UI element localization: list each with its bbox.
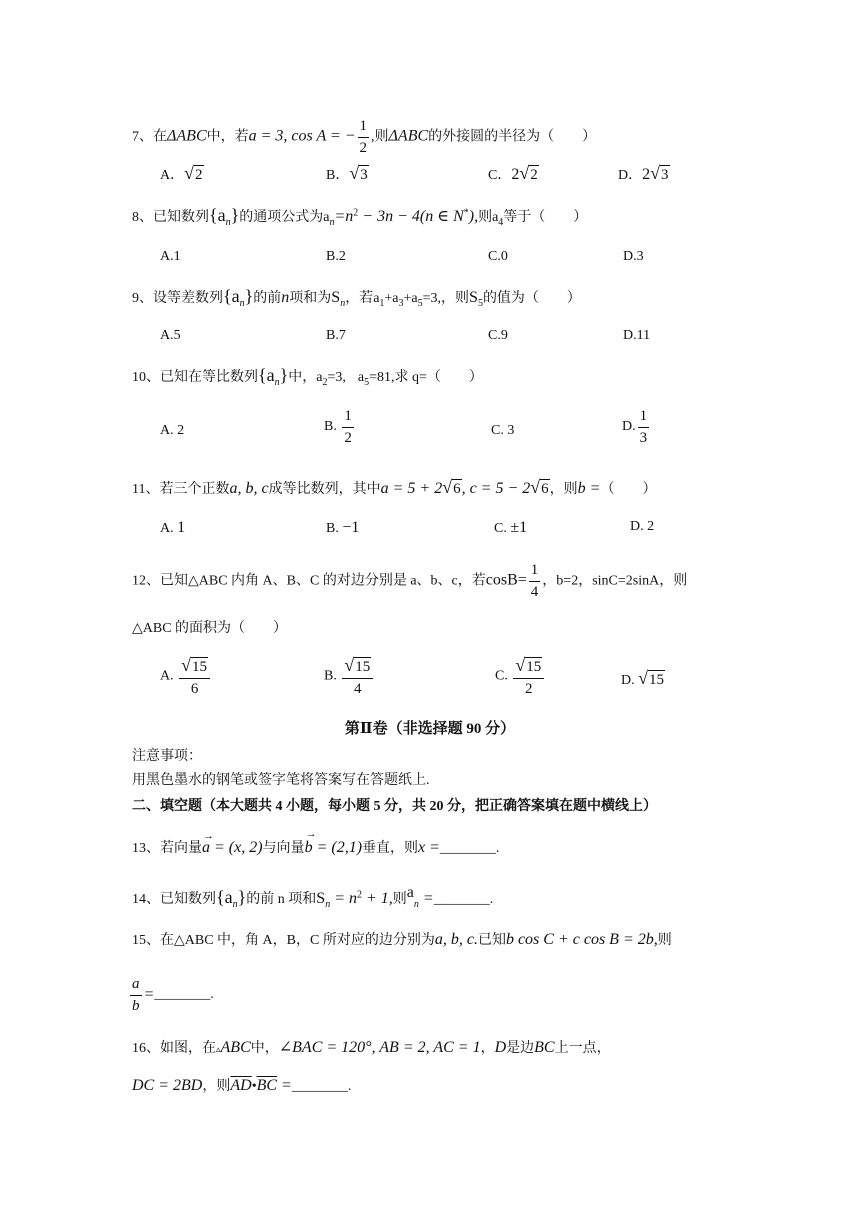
q8-a4: a xyxy=(492,210,499,225)
q11-text-d: （ ） xyxy=(600,482,657,497)
q9-seq: {a xyxy=(223,286,240,306)
q11-sqrt-1: √6 xyxy=(442,477,461,497)
q10-seq-close: } xyxy=(279,365,289,385)
q8-formula-c: − 3n − 4(n ∈ N xyxy=(358,208,464,225)
q13-text-c: 垂直，则 xyxy=(362,841,419,856)
q10-c2-b: =81, xyxy=(369,370,395,385)
q12-opt-b-rad: 15 xyxy=(355,659,371,675)
q14-seq-sub: n xyxy=(232,898,238,910)
q7-opt-d-coef: 2 xyxy=(642,166,651,183)
q10-opt-b-num: 1 xyxy=(342,408,354,428)
q9-stem xyxy=(132,286,581,309)
q9-option-c[interactable]: C.9 xyxy=(488,328,508,343)
q13-va-eq: = (x, 2) xyxy=(210,839,263,856)
q12-opt-d-letter: D. xyxy=(621,673,635,688)
q12-opt-c-den: 2 xyxy=(525,680,533,697)
q8-option-d[interactable]: D.3 xyxy=(623,249,644,264)
q7-text-d: 的外接圆的半径为（ ） xyxy=(428,129,597,145)
q9-text-c: 项和为 xyxy=(289,291,332,306)
q16-line2b: ，则 xyxy=(202,1079,231,1094)
q7-opt-d-rad: 3 xyxy=(661,167,669,183)
q12-label: 12、已知△ABC 内角 A、B、C 的对边分别是 a、b、c，若 xyxy=(132,573,486,589)
q8-formula-sup: 2 xyxy=(353,207,359,219)
q12-opt-b-den: 4 xyxy=(354,680,362,697)
q10-c1-b: =3, xyxy=(327,370,346,385)
q9-text-b: 的前 xyxy=(253,291,282,306)
q15-frac-num: a xyxy=(130,976,142,996)
q9-cond-c: +a xyxy=(403,291,418,306)
q14-eq-b: + 1, xyxy=(361,890,393,907)
q7-frac-num: 1 xyxy=(358,118,370,138)
q7-text-c: ,则 xyxy=(371,129,389,145)
q9-option-d[interactable]: D.11 xyxy=(623,328,651,343)
q9-S-sub: n xyxy=(340,297,346,309)
q7-option-a[interactable] xyxy=(160,164,204,183)
q12-option-a[interactable] xyxy=(160,656,212,697)
q14-an-eq: = xyxy=(418,890,434,907)
q12-opt-c-letter: C. xyxy=(495,668,508,684)
q10-opt-d-letter: D. xyxy=(622,419,636,434)
q10-opt-d-frac xyxy=(638,408,650,446)
q9-label: 9、设等差数列 xyxy=(132,291,223,306)
q8-seq-close: } xyxy=(230,205,240,225)
q7-condition: a = 3, cos A = − xyxy=(248,127,356,145)
q8-option-a[interactable]: A.1 xyxy=(160,249,181,264)
q13-vec-b: → b xyxy=(304,828,317,856)
q15-blank[interactable]: ________. xyxy=(154,987,214,1002)
q16-text-d: 是边 xyxy=(506,1041,535,1056)
q7-fraction xyxy=(358,118,370,156)
q14-text-c: 则 xyxy=(392,892,407,907)
q11-text-c: ，则 xyxy=(549,482,578,497)
q8-seq-sub: n xyxy=(225,216,231,228)
q9-cond-d: =3, xyxy=(422,291,442,306)
q11-option-d[interactable] xyxy=(630,520,654,534)
q11-abc: a, b, c xyxy=(229,480,269,497)
q14-S: S xyxy=(316,890,326,907)
q9-c3: 3 xyxy=(398,297,404,309)
q7-opt-d-sqrt: √3 xyxy=(650,163,669,183)
q13-blank[interactable]: ________. xyxy=(439,841,500,856)
q11-b: b = xyxy=(577,480,601,497)
q13-label: 13、若向量 xyxy=(132,841,202,856)
q15-eq2: = xyxy=(143,986,155,1003)
q7-opt-c-sqrt: √2 xyxy=(519,163,538,183)
q16-vec-AD: $\overline{AD}$ xyxy=(230,1077,252,1094)
q16-eq: = xyxy=(277,1077,292,1094)
q7-option-d[interactable] xyxy=(618,164,670,183)
q13-vb: b xyxy=(304,839,313,856)
q16-vec-BC: $\overline{BC}$ xyxy=(256,1077,278,1094)
q14-eq-sup: 2 xyxy=(356,889,362,901)
q12-opt-c-rad: 15 xyxy=(526,659,542,675)
q15-frac-den: b xyxy=(132,997,140,1014)
q16-cond: ∠BAC = 120°, AB = 2, AC = 1 xyxy=(278,1039,481,1056)
q15-abc: a, b, c. xyxy=(434,931,478,948)
q16-stem xyxy=(132,1040,611,1056)
q13-x: x = xyxy=(418,839,440,856)
q11-stem xyxy=(132,478,656,497)
q8-seq: {a xyxy=(209,205,226,225)
q9-c5: 5 xyxy=(417,297,423,309)
q11-option-a[interactable] xyxy=(160,520,185,536)
q7-opt-b-rad: 3 xyxy=(360,167,368,183)
q12-opt-c-frac xyxy=(513,656,544,697)
q8-stem xyxy=(132,205,588,228)
q9-option-a[interactable]: A.5 xyxy=(160,328,181,343)
q8-option-c[interactable]: C.0 xyxy=(488,249,508,264)
q7-opt-a-letter: A． xyxy=(160,168,185,183)
notice-body: 用黑色墨水的钢笔或签字笔将答案写在答题纸上. xyxy=(132,773,430,788)
q16-line2a: DC = 2BD xyxy=(132,1077,203,1094)
q10-opt-b-den: 2 xyxy=(344,429,352,446)
q9-S5-sub: 5 xyxy=(477,297,483,309)
q7-opt-c-coef: 2 xyxy=(511,166,520,183)
q12-option-d[interactable] xyxy=(621,669,665,688)
q12-opt-d-rad: 15 xyxy=(649,672,665,688)
q11-opt-a-letter: A. xyxy=(160,521,174,536)
q12-opt-a-num: √15 xyxy=(179,656,210,679)
q10-option-d[interactable] xyxy=(622,408,651,446)
q7-opt-c-rad: 2 xyxy=(530,167,538,183)
q11-opt-c-val: ±1 xyxy=(510,519,528,536)
q7-opt-a-rad: 2 xyxy=(195,167,203,183)
q11-option-c[interactable] xyxy=(494,520,527,536)
q16-BC: BC xyxy=(534,1039,555,1056)
part2-title: 第Ⅱ卷（非选择题 90 分） xyxy=(344,721,516,737)
q7-triangle: ΔABC xyxy=(167,127,207,145)
q7-frac-den: 2 xyxy=(359,139,368,156)
q9-cond-b: +a xyxy=(384,291,399,306)
q14-seq-close: } xyxy=(237,887,247,907)
q16-D: D xyxy=(494,1039,507,1056)
q15-text-b: 已知 xyxy=(477,933,506,948)
q7-text-b: 中，若 xyxy=(206,129,249,145)
q10-option-c[interactable]: C. 3 xyxy=(491,423,515,438)
q14-an-sub: n xyxy=(413,898,419,910)
q7-opt-a-sqrt: √2 xyxy=(184,163,203,183)
q12-fraction xyxy=(529,562,541,600)
q8-formula-b: =n xyxy=(334,208,354,225)
q11-label: 11、若三个正数 xyxy=(132,482,230,497)
q15-label: 15、在△ABC 中，角 A，B，C 所对应的边分别为 xyxy=(132,933,435,948)
q12-stem xyxy=(132,562,687,600)
q7-opt-b-sqrt: √3 xyxy=(349,163,368,183)
q10-option-a[interactable]: A. 2 xyxy=(160,423,185,438)
q16-text-b: 中， xyxy=(250,1041,279,1056)
q9-text-f: 的值为（ ） xyxy=(482,291,581,306)
q7-triangle-2: ΔABC xyxy=(388,127,429,145)
q12-opt-c-num: √15 xyxy=(513,656,544,679)
q10-c2: a xyxy=(357,370,365,385)
q14-seq: {a xyxy=(216,887,233,907)
q12-opt-a-den: 6 xyxy=(190,680,199,697)
q8-label: 8、已知数列 xyxy=(132,210,209,225)
q13-va: a xyxy=(202,839,210,856)
notice-title: 注意事项： xyxy=(132,749,202,764)
q16-triangle: ABC xyxy=(220,1039,251,1056)
q12-opt-a-letter: A. xyxy=(160,668,174,684)
q9-n: n xyxy=(281,289,290,306)
q14-stem xyxy=(132,884,494,910)
q10-opt-d-den: 3 xyxy=(639,429,648,446)
q8-text-c: 则 xyxy=(478,210,493,225)
q9-seq-sub: n xyxy=(239,297,245,309)
q9-S5: S xyxy=(469,289,478,306)
q13-vb-eq: = (2,1) xyxy=(312,839,363,856)
q7-option-b[interactable] xyxy=(326,164,369,183)
q12-opt-d-sqrt: √15 xyxy=(638,668,665,688)
q12-cosB: cosB= xyxy=(485,571,527,589)
q10-seq: {a xyxy=(258,365,275,385)
q12-opt-b-frac xyxy=(342,656,373,697)
q12-line2: △ABC 的面积为（ ） xyxy=(132,621,288,636)
q16-blank[interactable]: ________. xyxy=(291,1079,352,1094)
q11-r1: 6 xyxy=(453,481,461,497)
q11-r2: 6 xyxy=(541,481,549,497)
q15-text-c: 则 xyxy=(657,933,672,948)
q10-option-b[interactable] xyxy=(324,408,356,446)
q7-opt-c-letter: C． xyxy=(488,168,512,183)
q14-text-b: 的前 n 项和 xyxy=(246,892,317,907)
q14-an: a xyxy=(406,884,414,901)
q11-text-b: 成等比数列，其中 xyxy=(268,482,381,497)
q8-formula-sup2: * xyxy=(463,207,469,219)
q12-frac-num: 1 xyxy=(529,562,541,582)
q10-c1-sub: 2 xyxy=(322,376,328,388)
q9-c1: 1 xyxy=(379,297,385,309)
q11-sqrt-2: √6 xyxy=(530,477,549,497)
q8-formula-d: ), xyxy=(468,208,479,225)
section-fill-blank: 二、填空题（本大题共 4 小题，每小题 5 分，共 20 分，把正确答案填在题中横线上） xyxy=(132,799,657,814)
q10-c1: a xyxy=(316,370,323,385)
q12-text-b: ，b=2，sinC=2sinA，则 xyxy=(542,573,688,589)
q8-formula-sub: n xyxy=(329,216,335,228)
q9-option-b[interactable]: B.7 xyxy=(326,328,346,343)
q9-S: S xyxy=(331,289,341,306)
q7-opt-d-letter: D． xyxy=(618,168,643,183)
q11-f1: a = 5 + 2 xyxy=(380,480,443,497)
q14-S-sub: n xyxy=(325,898,331,910)
q10-opt-b-letter: B. xyxy=(324,419,337,434)
q11-opt-d-letter: D. xyxy=(630,519,644,534)
q11-f2: , c = 5 − 2 xyxy=(461,480,531,497)
q12-opt-a-rad: 15 xyxy=(192,659,208,675)
q7-label: 7、在 xyxy=(132,129,167,145)
q16-text-e: 上一点， xyxy=(554,1041,611,1056)
q11-opt-a-val: 1 xyxy=(177,519,186,536)
q7-opt-b-letter: B． xyxy=(326,168,350,183)
q15-fraction xyxy=(130,976,142,1014)
q10-c2-sub: 5 xyxy=(364,376,370,388)
q16-label: 16、如图，在 xyxy=(132,1041,216,1056)
q14-blank[interactable]: ________. xyxy=(433,892,494,907)
q8-text-b: 的通项公式为 xyxy=(239,210,324,225)
q11-opt-c-letter: C. xyxy=(494,521,507,536)
q8-formula-a: a xyxy=(323,210,330,225)
q11-opt-b-val: −1 xyxy=(342,519,360,536)
q13-vec-a: → a xyxy=(202,830,214,856)
q11-opt-b-letter: B. xyxy=(326,521,339,536)
q16-triangle-icon: ▵ xyxy=(216,1044,221,1054)
q7-option-c[interactable] xyxy=(488,164,539,183)
q12-opt-b-letter: B. xyxy=(324,668,337,684)
q12-frac-den: 4 xyxy=(530,583,539,600)
q10-opt-b-frac xyxy=(342,408,354,446)
q16-line2 xyxy=(132,1078,351,1094)
q15-stem xyxy=(132,932,672,948)
q13-text-b: 与向量 xyxy=(262,841,305,856)
q11-opt-d-val: 2 xyxy=(647,519,655,534)
q15-eq: b cos C + c cos B = 2b, xyxy=(505,931,658,948)
q10-opt-d-num: 1 xyxy=(638,408,650,428)
q14-label: 14、已知数列 xyxy=(132,892,216,907)
q12-option-b[interactable] xyxy=(324,656,375,697)
q12-option-c[interactable] xyxy=(495,656,546,697)
q8-a4-sub: 4 xyxy=(498,216,504,228)
q13-stem xyxy=(132,828,500,856)
q10-text-c: 求 q=（ ） xyxy=(394,370,483,385)
q15-line2 xyxy=(128,976,214,1014)
q10-seq-sub: n xyxy=(274,376,280,388)
q12-opt-b-num: √15 xyxy=(342,656,373,679)
q9-text-e: ，则 xyxy=(441,291,470,306)
q7-stem xyxy=(132,118,596,156)
q9-text-d: ，若 xyxy=(345,291,374,306)
q12-opt-a-frac xyxy=(179,656,210,697)
q10-text-b: 中， xyxy=(288,370,317,385)
q16-dot: • xyxy=(251,1079,257,1094)
q9-cond-a: a xyxy=(373,291,380,306)
q11-option-b[interactable] xyxy=(326,520,359,536)
q10-stem xyxy=(132,365,483,388)
q14-eq: = n xyxy=(330,890,357,907)
q10-label: 10、已知在等比数列 xyxy=(132,370,258,385)
q8-option-b[interactable]: B.2 xyxy=(326,249,346,264)
q16-text-c: ， xyxy=(480,1041,495,1056)
q8-text-d: 等于（ ） xyxy=(503,210,588,225)
q9-seq-close: } xyxy=(244,286,254,306)
